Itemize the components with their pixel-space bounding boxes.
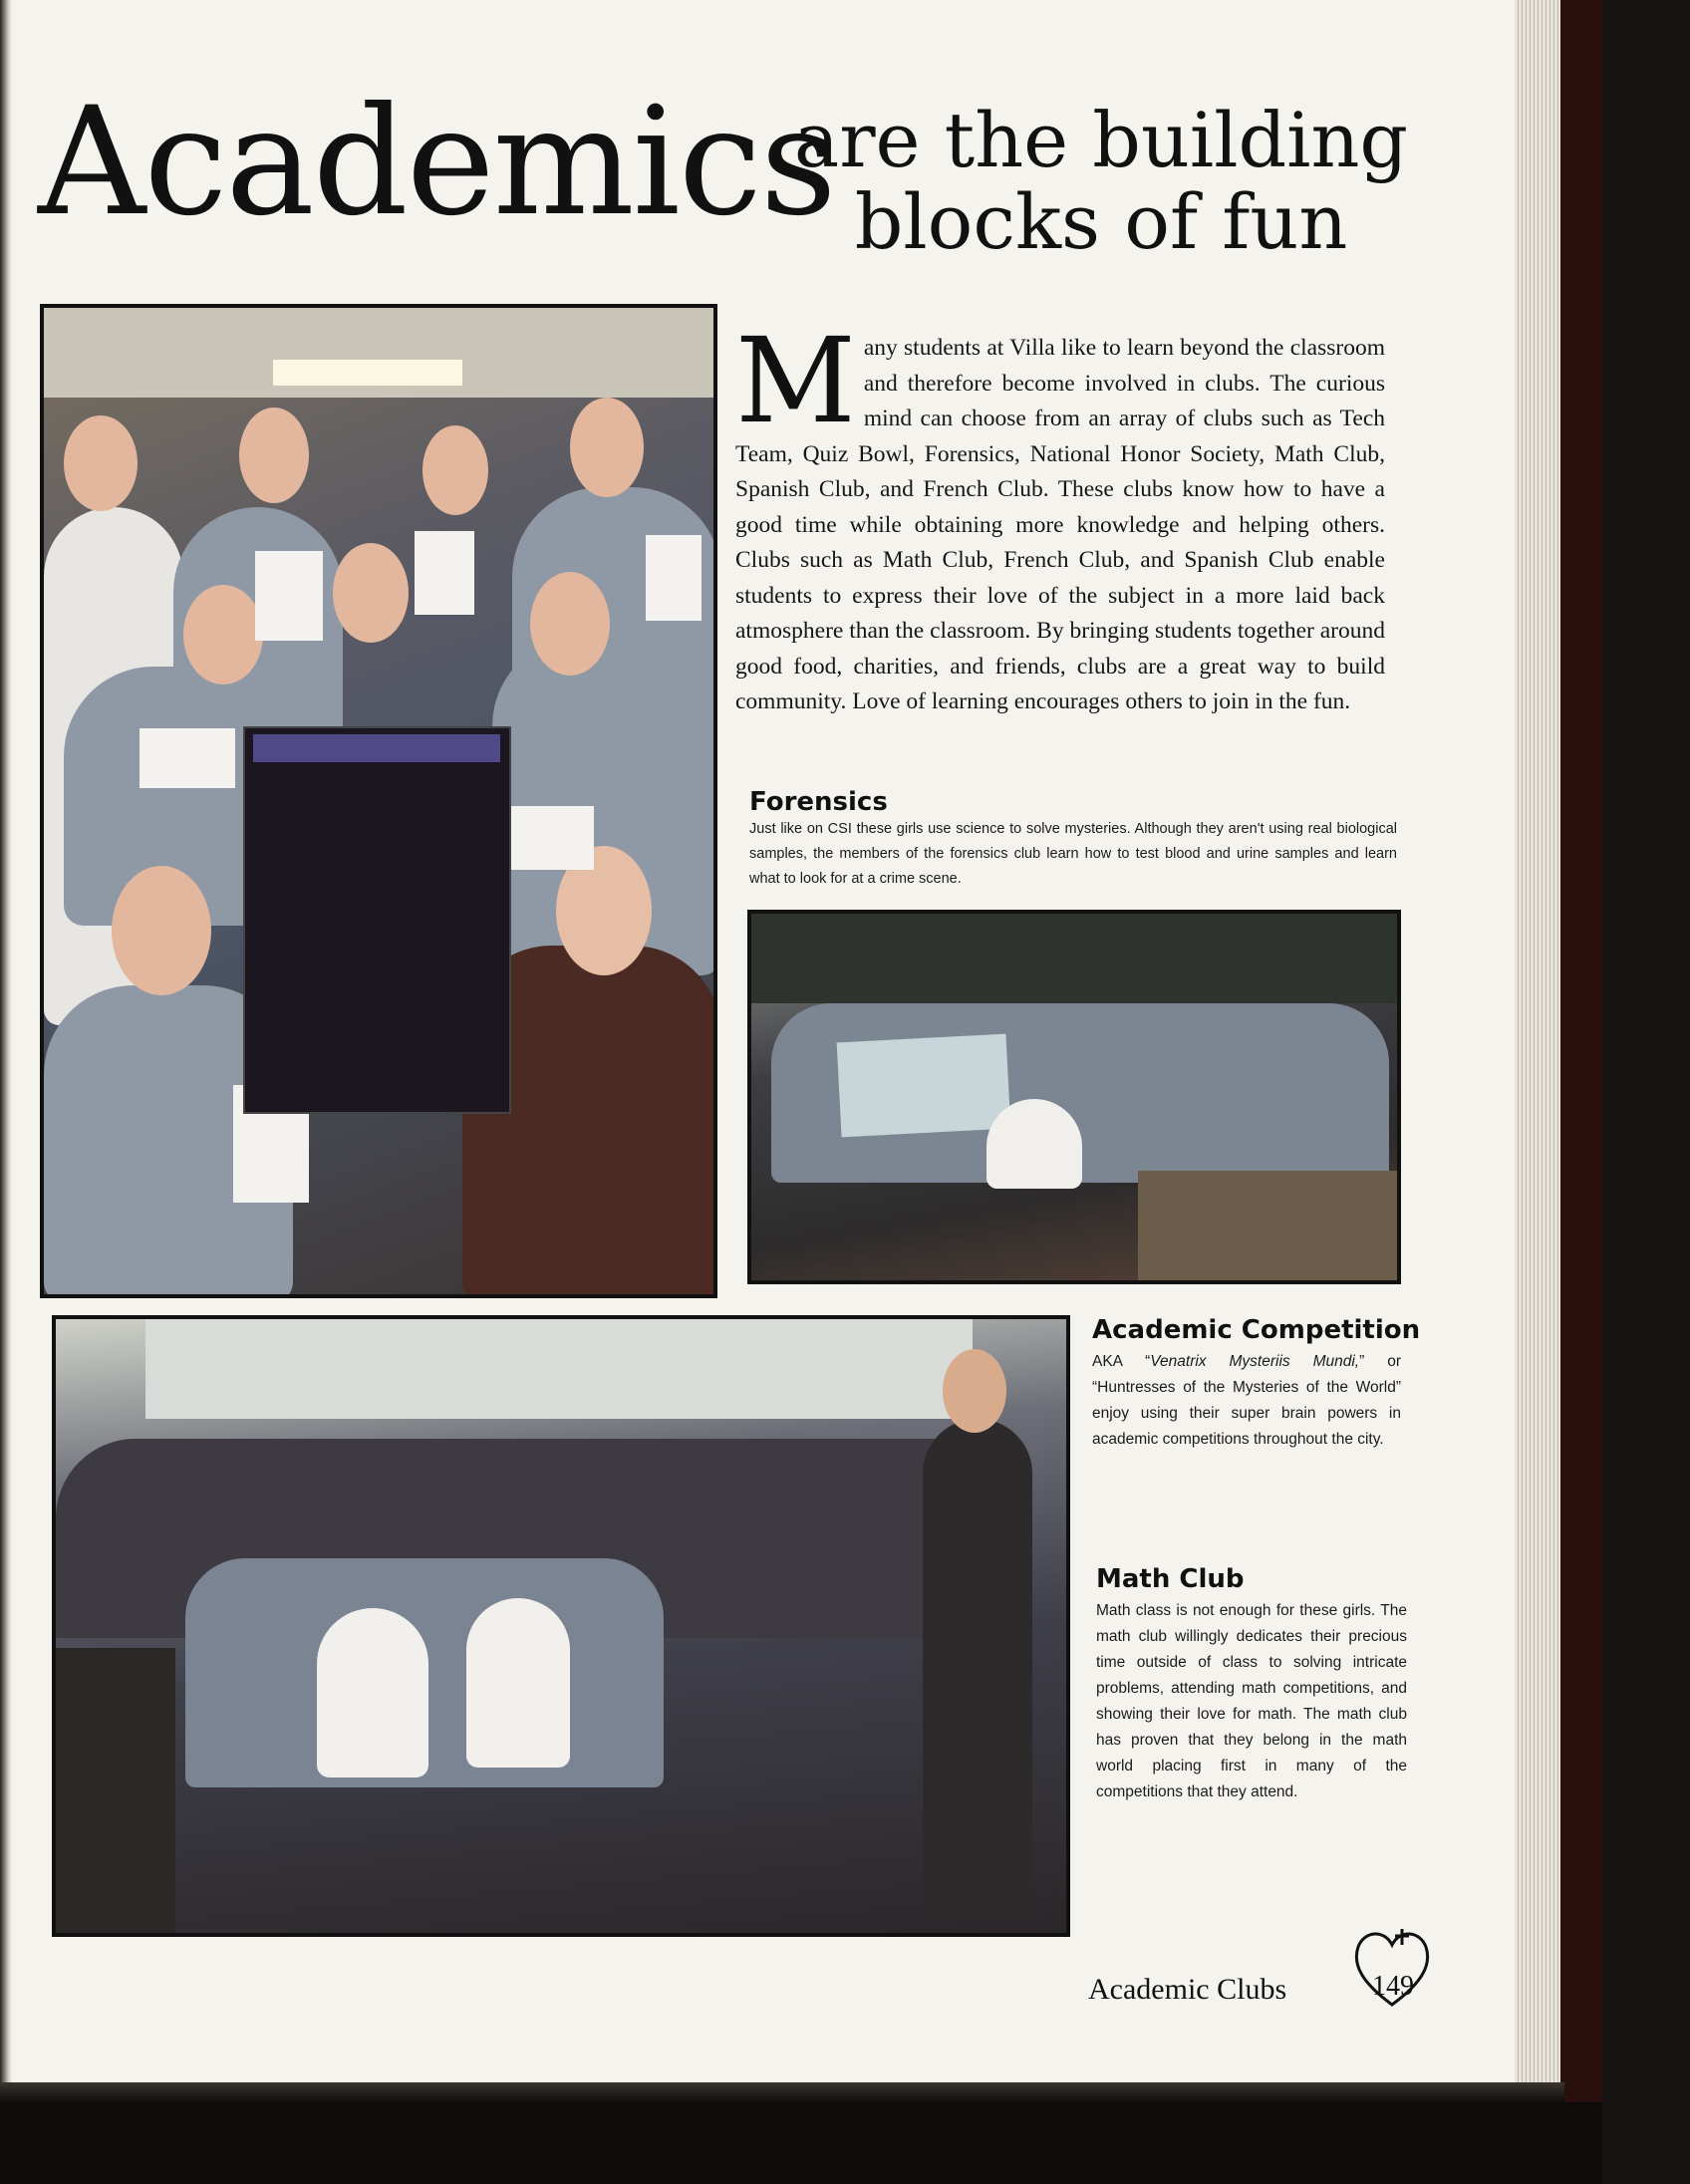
- forensics-caption: Just like on CSI these girls use science to solve mysteries. Although they aren't using real biological samples, the members of the forensics club learn how to test blood and urine samples and learn what to look for at a crime scene.: [749, 821, 1397, 887]
- paper-sample: [255, 551, 323, 641]
- face: [64, 415, 138, 511]
- desk: [56, 1648, 175, 1937]
- binding-edge: [0, 0, 12, 2092]
- person: [986, 1099, 1082, 1189]
- page-bottom-shadow: [0, 2082, 1564, 2102]
- person: [466, 1598, 570, 1768]
- forensics-club-photo: [40, 304, 717, 1298]
- world-map: [837, 1034, 1011, 1138]
- person: [317, 1608, 428, 1777]
- face: [239, 408, 309, 503]
- page-edges: [1515, 0, 1560, 2092]
- page-number: 149: [1372, 1971, 1414, 2002]
- photo-whiteboard: [145, 1319, 973, 1419]
- face: [183, 585, 263, 684]
- subtitle-line-2: blocks of fun: [854, 177, 1348, 266]
- caption-latin: Venatrix Mysteriis Mundi,: [1150, 1353, 1360, 1370]
- face: [112, 866, 211, 995]
- poster-title: [253, 734, 500, 762]
- caption-prefix: AKA “: [1092, 1353, 1151, 1370]
- page-title: Academics: [38, 76, 835, 249]
- section-label: Academic Clubs: [1088, 1973, 1287, 2006]
- desk: [1138, 1171, 1401, 1284]
- paper-sample: [140, 728, 235, 788]
- academic-competition-heading: Academic Competition: [1092, 1315, 1421, 1345]
- forensics-heading: Forensics: [749, 787, 888, 817]
- math-club-caption: Math class is not enough for these girls. The math club willingly dedicates their precious time outside of class to solving intricate problems, attending math competitions, and showing their love for math. The math club has proven that they belong in the math world placing first in many of the competitions that they attend.: [1096, 1602, 1407, 1800]
- book-cover-edge: [1560, 0, 1602, 2102]
- academic-competition-caption: [1092, 1349, 1401, 1453]
- intro-text: [735, 312, 1385, 720]
- face: [943, 1349, 1006, 1433]
- drop-cap: M: [735, 312, 856, 449]
- caption-rest: ” or “Huntresses of the Mysteries of the World” enjoy using their super brain powers in academic competitions throughout the city.: [1092, 1353, 1401, 1448]
- forensics-poster: [243, 726, 511, 1114]
- book-cover: [1602, 0, 1690, 2184]
- paper-sample: [646, 535, 702, 621]
- page-subtitle: [787, 96, 1415, 266]
- subtitle-line-1: are the building: [793, 96, 1409, 184]
- face: [570, 398, 644, 497]
- math-club-heading: Math Club: [1096, 1564, 1245, 1594]
- face: [530, 572, 610, 676]
- paper-sample: [498, 806, 594, 870]
- classroom-map-photo: [747, 910, 1401, 1284]
- photo-chalkboard: [751, 914, 1397, 1003]
- face: [422, 425, 488, 515]
- teacher: [923, 1419, 1032, 1917]
- math-club-photo: [52, 1315, 1070, 1937]
- intro-body: any students at Villa like to learn beyond the classroom and therefore become involved in clubs. The curious mind can choose from an array of clubs such as Tech Team, Quiz Bowl, Forensics, National Honor Society, Math Club, Spanish Club, and French Club. These clubs know how to have a good time while obtaining more knowledge and helping others. Clubs such as Math Club, French Club, and Spanish Club enable students to express their love of the subject in a more laid back atmosphere than the classroom. By bringing students together around good food, charities, and friends, clubs are a great way to build community. Love of learning encourages others to join in the fun.: [735, 335, 1385, 714]
- ceiling-light: [273, 360, 462, 386]
- paper-sample: [415, 531, 474, 615]
- face: [333, 543, 409, 643]
